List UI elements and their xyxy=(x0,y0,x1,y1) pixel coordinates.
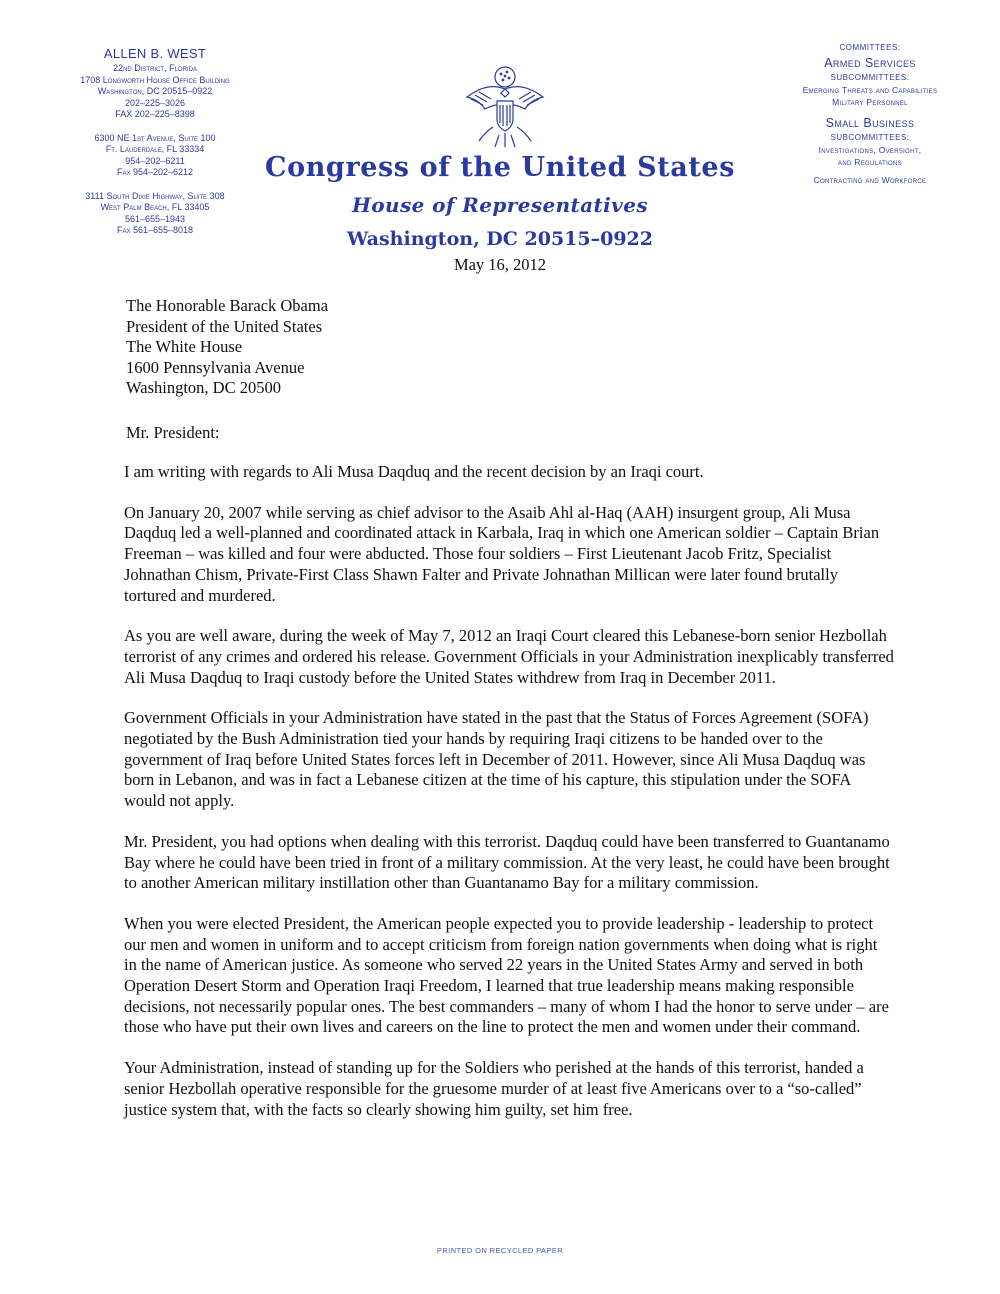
wpb-office-line: 561–655–1943 xyxy=(124,213,186,224)
subcommittee-item: Military Personnel xyxy=(832,97,908,107)
committee-small-business: Small Business xyxy=(825,116,915,130)
dc-office-line: 1708 Longworth House Office Building xyxy=(80,74,230,85)
salutation: Mr. President: xyxy=(126,423,220,442)
recipient-line: The Honorable Barack Obama xyxy=(126,296,329,315)
recipient-line: Washington, DC 20500 xyxy=(126,378,281,397)
paragraph: When you were elected President, the American people expected you to provide leadership - leadership to protect our men and women in uniform and to accept criticism from foreign nation governments when doing what is right in the name of American justice. As someone who served 22 years in the United States Army and served in both Operation Desert Storm and Operation Iraqi Freedom, I learned that true leadership means making responsible decisions, not necessarily popular ones. The best commanders – many of whom I had the honor to serve under – are those who have put their own lives and careers on the line to protect the men and women under their command. xyxy=(124,913,889,1037)
wpb-office-line: Fax 561–655–8018 xyxy=(116,225,194,235)
dc-office-line: 202–225–3026 xyxy=(124,97,186,108)
dc-office-line: Washington, DC 20515–0922 xyxy=(97,86,213,96)
recipient-address xyxy=(126,296,328,399)
washington-address: Washington, DC 20515–0922 xyxy=(346,228,653,250)
subcommittees-label: SUBCOMMITTEES: xyxy=(830,73,910,82)
wpb-office-line: West Palm Beach, FL 33405 xyxy=(100,202,210,212)
recipient-line: The White House xyxy=(126,337,243,356)
congress-title: Congress of the United States xyxy=(265,152,735,183)
paragraph: Government Officials in your Administration have stated in the past that the Status of Forces Agreement (SOFA) negotiated by the Bush Administration tied your hands by requiring Iraqi citizens to be handed over to the government of Iraq before United States forces left in December of 2011. However, since Ali Musa Daqduq was born in Lebanon, and was in fact a Lebanese citizen at the time of his capture, this stipulation under the SOFA would not apply. xyxy=(124,708,869,811)
subcommittee-item: Investigations, Oversight, xyxy=(818,145,922,155)
paragraph: On January 20, 2007 while serving as chief advisor to the Asaib Ahl al-Haq (AAH) insurgent group, Ali Musa Daqduq led a well-planned and coordinated attack in Karbala, Iraq in which one American soldier – Captain Brian Freeman – was killed and four were abducted. Those four soldiers – First Lieutenant Jacob Fritz, Specialist Johnathan Chism, Private-First Class Shawn Falter and Private Johnathan Millican were later found brutally tortured and murdered. xyxy=(124,502,880,605)
eagle-seal-icon xyxy=(455,55,555,155)
letter-body xyxy=(124,462,894,1140)
paragraph: As you are well aware, during the week of May 7, 2012 an Iraqi Court cleared this Lebanese-born senior Hezbollah terrorist of any crimes and ordered his release. Government Officials in your Administration inexplicably transferred Ali Musa Daqduq to Iraqi custody before the United States withdrew from Iraq in December 2011. xyxy=(124,626,894,687)
committees-info xyxy=(770,42,970,186)
recycled-paper-note: PRINTED ON RECYCLED PAPER xyxy=(436,1246,564,1255)
letter-date: May 16, 2012 xyxy=(453,255,547,274)
ftl-office-line: Fax 954–202–6212 xyxy=(116,167,194,177)
house-title: House of Representatives xyxy=(352,193,648,217)
recipient-line: 1600 Pennsylvania Avenue xyxy=(126,357,305,377)
ftl-office-line: Ft. Lauderdale, FL 33334 xyxy=(105,144,205,154)
district: 22nd District, Florida xyxy=(113,63,197,73)
paragraph: Your Administration, instead of standing up for the Soldiers who perished at the hands of this terrorist, handed a senior Hezbollah operative responsible for the gruesome murder of at least five Americans over to a “so-called” justice system that, with the facts so clearly showing him guilty, set him free. xyxy=(124,1058,864,1119)
member-name: ALLEN B. WEST xyxy=(103,46,207,61)
paragraph: I am writing with regards to Ali Musa Daqduq and the recent decision by an Iraqi court. xyxy=(124,462,704,481)
committees-label: COMMITTEES: xyxy=(839,43,901,52)
recipient-line: President of the United States xyxy=(126,316,323,336)
subcommittee-item: and Regulations xyxy=(838,157,902,167)
wpb-office-line: 3111 South Dixie Highway, Suite 308 xyxy=(85,190,225,201)
subcommittees-label: SUBCOMMITTEES: xyxy=(830,133,910,142)
paragraph: Mr. President, you had options when dealing with this terrorist. Daqduq could have been transferred to Guantanamo Bay where he could have been tried in front of a military commission. At the very least, he could have been brought to another American military instillation other than Guantanamo Bay for a military commission. xyxy=(124,831,890,893)
ftl-office-line: 954–202–6211 xyxy=(125,155,185,166)
committee-armed-services: Armed Services xyxy=(824,56,916,70)
ftl-office-line: 6300 NE 1st Avenue, Suite 100 xyxy=(94,132,216,143)
dc-office-line: FAX 202–225–8398 xyxy=(115,109,195,119)
subcommittee-item: Emerging Threats and Capabilities xyxy=(802,85,938,95)
subcommittee-item: Contracting and Workforce xyxy=(813,175,927,185)
